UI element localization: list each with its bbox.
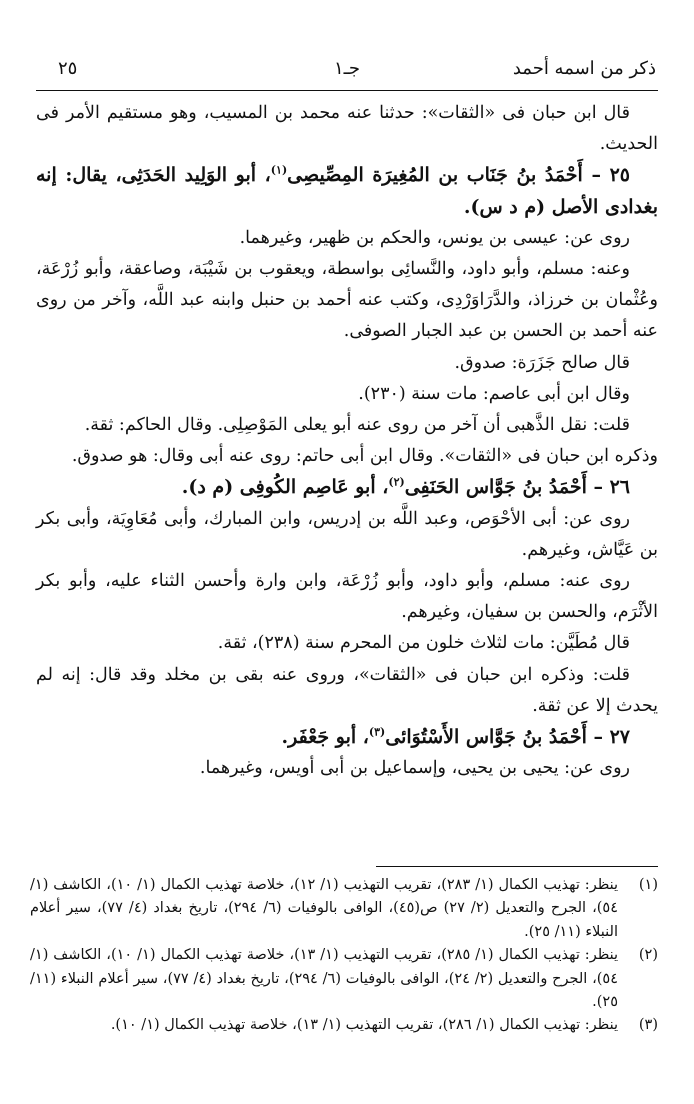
header-title: ذكر من اسمه أحمد bbox=[512, 58, 656, 79]
entry-name: ٢٥ – أَحْمَدُ بنُ جَنَاب بن المُغِيرَة المِصِّيصِى bbox=[287, 164, 630, 187]
footnote-mark: (١) bbox=[638, 877, 658, 893]
entry-name: ٢٧ – أَحْمَدُ بنُ جَوَّاس الأَسْتُوَائى bbox=[385, 726, 630, 749]
paragraph: روى عن: يحيى بن يحيى، وإسماعيل بن أبى أويس، وغيرهما. bbox=[199, 758, 630, 779]
footnote-2 bbox=[30, 944, 658, 1014]
footnote-1 bbox=[30, 874, 658, 944]
footnote-ref: (٢) bbox=[388, 476, 405, 490]
entry-name: ٢٦ – أَحْمَدُ بنُ جَوَّاس الحَنَفِى bbox=[404, 476, 630, 499]
footnote-3 bbox=[30, 1014, 658, 1037]
running-header bbox=[36, 54, 658, 91]
paragraph: وذكره ابن حبان فى «الثقات». وقال ابن أبى حاتم: روى عنه أبى وقال: هو صدوق. bbox=[71, 446, 658, 467]
main-text bbox=[36, 98, 658, 784]
paragraph: وعنه: مسلم، وأبو داود، والنَّسائِى بواسطة، ويعقوب بن شَيْبَة، وصاعقة، وأبو زُرْعَة، وعُثْمان بن خرزاذ، والدَّرَاوَرْدِى، وكتب عنه أحمد بن حنبل وابنه عبد اللَّه، وآخر من روى عنه أحمد بن الحسن بن عبد الجبار الصوفى. bbox=[36, 259, 658, 342]
paragraph: روى عنه: مسلم، وأبو داود، وأبو زُرْعَة، وابن وارة وأحسن الثناء عليه، وأبو بكر الأثْرَم، والحسن بن سفيان، وغيرهم. bbox=[36, 571, 658, 623]
paragraph: روى عن: عيسى بن يونس، والحكم بن ظهير، وغيرهما. bbox=[239, 227, 630, 248]
footnote-mark: (٢) bbox=[638, 947, 658, 964]
footnote-ref: (٣) bbox=[368, 725, 386, 739]
footnote-text: ينظر: تهذيب الكمال (١/ ٢٨٥)، تقريب التهذيب (١/ ١٣)، خلاصة تهذيب الكمال (١/ ١٠)، الكاشف (١/ ٥٤)، الجرح والتعديل (٢/ ٢٤)، الوافى بالوفيات (٦/ ٢٩٤)، تاريخ بغداد (٤/ ٧٧)، سير أعلام النبلاء (١١/ ٢٥). bbox=[30, 947, 618, 1011]
entry-kunya: ، أبو الوَلِيد الحَدَثِى، يقال: إنه بغدادى الأصل (م د س). bbox=[36, 164, 658, 218]
paragraph: قال ابن حبان فى «الثقات»: حدثنا عنه محمد بن المسيب، وهو مستقيم الأمر فى الحديث. bbox=[36, 103, 658, 155]
page-number: ٢٥ bbox=[58, 58, 78, 79]
footnote-mark: (٣) bbox=[638, 1017, 658, 1034]
footnote-text: ينظر: تهذيب الكمال (١/ ٢٨٦)، تقريب التهذيب (١/ ١٣)، خلاصة تهذيب الكمال (١/ ١٠). bbox=[110, 1017, 618, 1034]
paragraph: قال صالح جَزَرَة: صدوق. bbox=[454, 352, 630, 373]
footnote-divider bbox=[376, 866, 658, 867]
entry-kunya: ، أبو عَاصِم الكُوفِى (م د). bbox=[181, 476, 389, 499]
paragraph: قلت: وذكره ابن حبان فى «الثقات»، وروى عنه بقى بن مخلد وقد قال: إنه لم يحدث إلا عن ثقة. bbox=[36, 664, 658, 716]
entry-kunya: ، أبو جَعْفَر. bbox=[281, 726, 369, 749]
entry-heading-25 bbox=[36, 160, 658, 222]
footnotes bbox=[30, 874, 658, 1038]
paragraph: وقال ابن أبى عاصم: مات سنة (٢٣٠). bbox=[358, 383, 630, 404]
header-volume: جـ١ bbox=[333, 58, 361, 79]
footnote-text: ينظر: تهذيب الكمال (١/ ٢٨٣)، تقريب التهذيب (١/ ١٢)، خلاصة تهذيب الكمال (١/ ١٠)، الكاشف (١/ ٥٤)، الجرح والتعديل (٢/ ٢٧) ص(٤٥)، الوافى بالوفيات (٦/ ٢٩٤)، تاريخ بغداد (٤/ ٧٧)، سير أعلام النبلاء (١١/ ٢٥). bbox=[30, 877, 618, 940]
entry-heading-26 bbox=[36, 472, 658, 503]
footnote-ref: (١) bbox=[270, 164, 288, 178]
paragraph: قلت: نقل الذَّهبى أن آخر من روى عنه أبو يعلى المَوْصِلِى. وقال الحاكم: ثقة. bbox=[84, 415, 630, 436]
paragraph: قال مُطَيَّن: مات لثلاث خلون من المحرم سنة (٢٣٨)، ثقة. bbox=[217, 633, 630, 654]
entry-heading-27 bbox=[36, 722, 658, 753]
paragraph: روى عن: أبى الأحْوَص، وعبد اللَّه بن إدريس، وابن المبارك، وأبى مُعَاوِيَة، وأبى بكر بن عَيَّاش، وغيرهم. bbox=[36, 508, 658, 560]
